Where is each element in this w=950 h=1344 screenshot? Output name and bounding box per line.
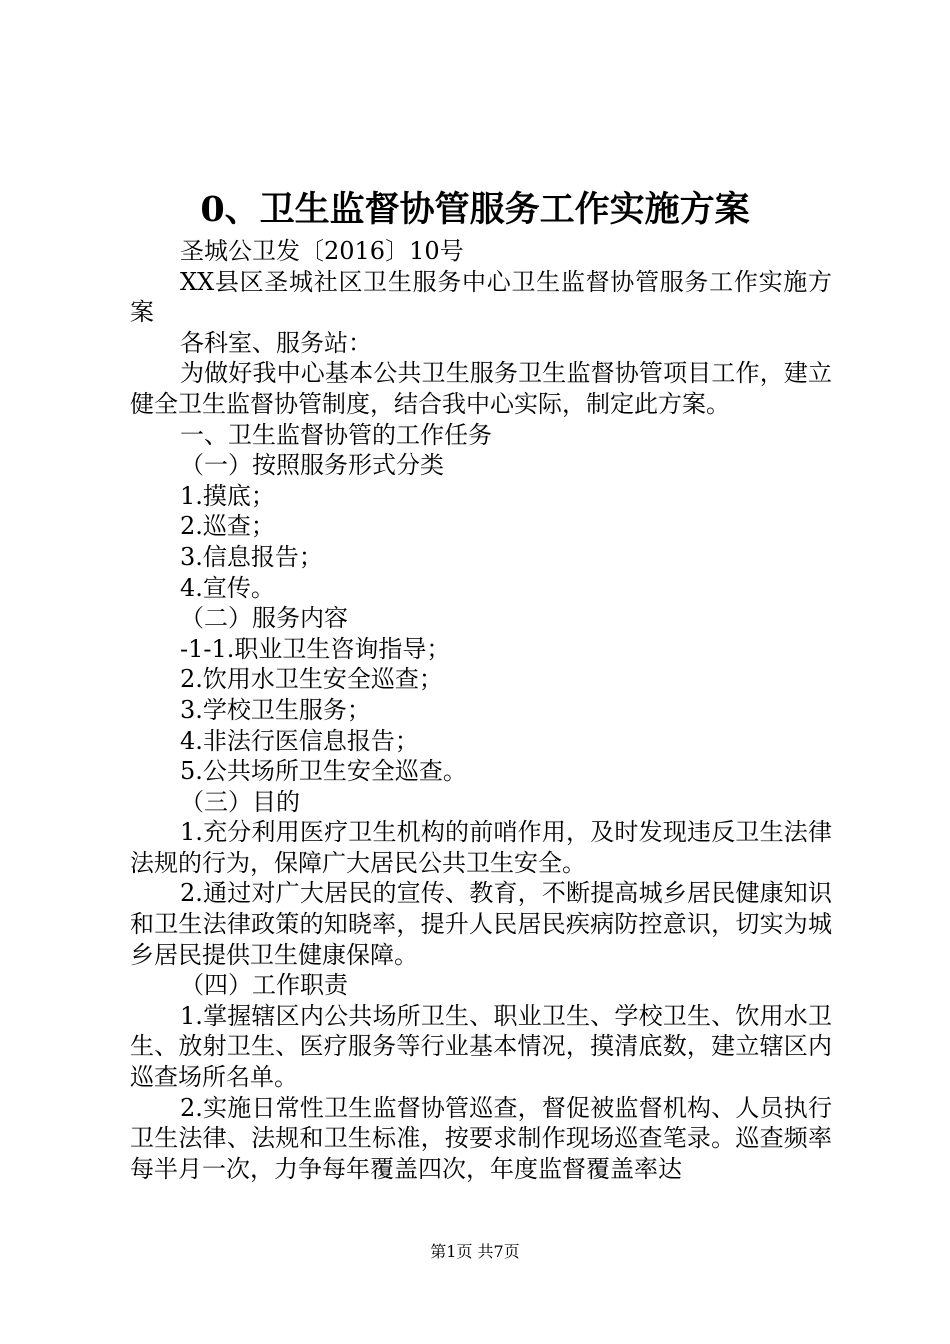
paragraph: 2.实施日常性卫生监督协管巡查，督促被监督机构、人员执行卫生法律、法规和卫生标准，按要求制作现场巡查笔录。巡查频率每半月一次，力争每年覆盖四次，年度监督覆盖率达 <box>130 1093 832 1183</box>
paragraph: 2.巡查； <box>180 512 275 541</box>
document-title: 0、卫生监督协管服务工作实施方案 <box>200 189 750 230</box>
paragraph: 2.通过对广大居民的宣传、教育，不断提高城乡居民健康知识和卫生法律政策的知晓率，提升人民居民疾病防控意识，切实为城乡居民提供卫生健康保障。 <box>130 879 832 969</box>
paragraph: 一、卫生监督协管的工作任务 <box>180 420 492 449</box>
paragraph: 4.非法行医信息报告； <box>180 726 419 755</box>
paragraph: 1.掌握辖区内公共场所卫生、职业卫生、学校卫生、饮用水卫生、放射卫生、医疗服务等行业基本情况，摸清底数，建立辖区内巡查场所名单。 <box>130 1001 832 1092</box>
paragraph: 4.宣传。 <box>180 573 275 602</box>
paragraph: 3.信息报告； <box>180 542 323 571</box>
document-body <box>130 236 832 1184</box>
paragraph: XX县区圣城社区卫生服务中心卫生监督协管服务工作实施方案 <box>130 267 832 327</box>
paragraph: 2.饮用水卫生安全巡查； <box>180 665 443 694</box>
paragraph: （一）按照服务形式分类 <box>180 451 444 480</box>
paragraph: （三）目的 <box>180 787 300 816</box>
paragraph: 1.摸底； <box>180 481 275 510</box>
paragraph: （二）服务内容 <box>180 604 348 633</box>
paragraph: 5.公共场所卫生安全巡查。 <box>180 757 467 786</box>
paragraph: 1.充分利用医疗卫生机构的前哨作用，及时发现违反卫生法律法规的行为，保障广大居民公共卫生安全。 <box>130 818 832 877</box>
paragraph: （四）工作职责 <box>180 971 348 1000</box>
paragraph: 各科室、服务站： <box>180 328 372 357</box>
paragraph: 为做好我中心基本公共卫生服务卫生监督协管项目工作，建立健全卫生监督协管制度，结合我中心实际，制定此方案。 <box>130 359 832 418</box>
page-footer: 第1页 共7页 <box>430 1242 520 1261</box>
paragraph: -1-1.职业卫生咨询指导； <box>180 634 451 663</box>
paragraph: 3.学校卫生服务； <box>180 695 371 724</box>
paragraph: 圣城公卫发〔2016〕10号 <box>180 237 464 265</box>
